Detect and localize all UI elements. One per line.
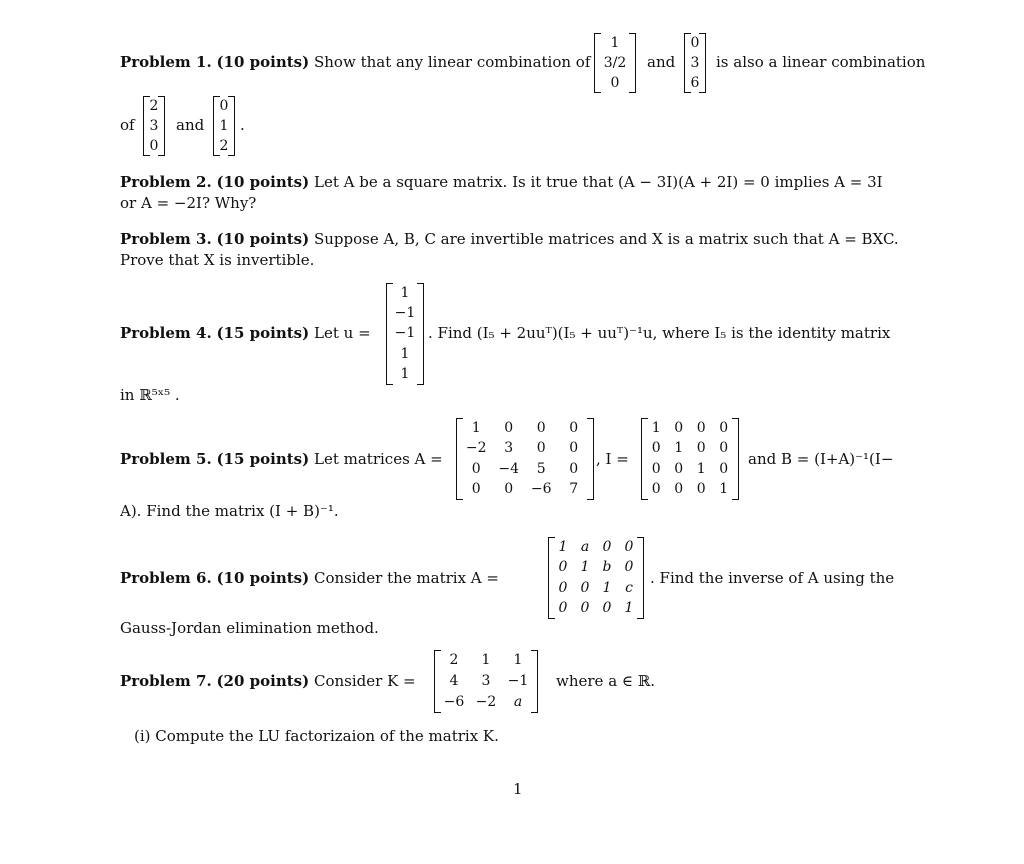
matrix-entry: 0 (719, 419, 729, 436)
matrix-A-p6 (548, 537, 644, 619)
problem-1-text-b: is also a linear combination (716, 53, 926, 71)
matrix-entry: 0 (471, 460, 481, 477)
vector-u (386, 283, 424, 385)
matrix-entry: 0 (674, 419, 684, 436)
matrix-entry: 1 (400, 366, 410, 383)
problem-4-text: . Find (I₅ + 2uuᵀ)(I₅ + uuᵀ)⁻¹u, where I₅ is the identity matrix (428, 324, 891, 342)
matrix-entry: −4 (498, 460, 520, 477)
problem-5-label: Problem 5. (120, 450, 212, 468)
matrix-entry: 0 (610, 74, 620, 91)
matrix-entry: 2 (449, 652, 459, 668)
problem-3-points: (10 points) (216, 230, 310, 248)
matrix-entry: 3/2 (603, 54, 627, 71)
problem-2-label: Problem 2. (120, 173, 212, 191)
problem-1-label: Problem 1. (120, 53, 212, 71)
problem-5-text: and B = (I+A)⁻¹(I− (748, 450, 894, 468)
problem-4-points: (15 points) (216, 324, 310, 342)
matrix-entry: 0 (558, 579, 568, 596)
comma-I: , I = (596, 450, 629, 468)
matrix-entry: 0 (696, 481, 706, 498)
and-text: and (647, 53, 676, 71)
matrix-entry: 2 (149, 97, 159, 114)
problem-6-line1 (120, 569, 499, 587)
matrix-entry: 0 (580, 579, 590, 596)
matrix-entry: 0 (602, 600, 612, 617)
matrix-entry: 0 (471, 481, 481, 498)
matrix-entry: 0 (558, 559, 568, 576)
matrix-entry: −6 (443, 694, 465, 710)
problem-3-line2: Prove that X is invertible. (120, 251, 315, 269)
problem-2-text: Let A be a square matrix. Is it true that (A − 3I)(A + 2I) = 0 implies A = 3I (314, 173, 883, 191)
matrix-entry: 1 (400, 345, 410, 362)
matrix-entry: 1 (558, 538, 568, 555)
matrix-entry: −1 (394, 325, 416, 342)
page-number: 1 (513, 780, 523, 798)
problem-4-line1 (120, 324, 371, 342)
matrix-entry: 0 (624, 559, 634, 576)
matrix-entry: 0 (719, 440, 729, 457)
problem-7-label: Problem 7. (120, 672, 212, 690)
vector-v2 (684, 33, 706, 93)
matrix-entry: −1 (394, 305, 416, 322)
vector-w1 (143, 96, 165, 156)
problem-7-text: Consider K = (314, 672, 416, 690)
matrix-entry: 0 (580, 600, 590, 617)
matrix-entry: 5 (536, 460, 546, 477)
matrix-entry: 1 (719, 481, 729, 498)
matrix-entry: b (602, 559, 612, 576)
problem-6-points: (10 points) (216, 569, 310, 587)
matrix-entry: 0 (696, 419, 706, 436)
matrix-entry: 1 (602, 579, 612, 596)
matrix-entry: 3 (149, 117, 159, 134)
matrix-entry: 0 (674, 481, 684, 498)
and-text: and (176, 116, 205, 134)
problem-2-line1 (120, 173, 883, 191)
matrix-entry: 1 (400, 284, 410, 301)
matrix-entry: 0 (219, 97, 229, 114)
of-text: of (120, 116, 135, 134)
matrix-entry: 0 (624, 538, 634, 555)
problem-7-points: (20 points) (216, 672, 310, 690)
matrix-entry: 3 (690, 54, 700, 71)
vector-w2 (213, 96, 235, 156)
matrix-entry: −1 (507, 673, 529, 689)
problem-5-let: Let matrices A = (314, 450, 443, 468)
matrix-entry: c (625, 579, 633, 596)
matrix-entry: 1 (624, 600, 634, 617)
matrix-entry: 3 (481, 673, 491, 689)
matrix-entry: 0 (504, 481, 514, 498)
matrix-entry: 0 (569, 440, 579, 457)
problem-7-line1 (120, 672, 416, 690)
matrix-entry: −2 (465, 440, 487, 457)
matrix-entry: 1 (674, 440, 684, 457)
matrix-entry: a (513, 694, 523, 710)
matrix-K (434, 650, 538, 713)
period: . (240, 116, 245, 134)
matrix-entry: 0 (569, 419, 579, 436)
matrix-entry: 3 (504, 440, 514, 457)
matrix-entry: 0 (602, 538, 612, 555)
problem-3-line1 (120, 230, 899, 248)
matrix-entry: 1 (513, 652, 523, 668)
matrix-entry: 0 (536, 419, 546, 436)
problem-7-part-i: (i) Compute the LU factorizaion of the matrix K. (134, 727, 499, 745)
matrix-entry: −2 (475, 694, 497, 710)
matrix-entry: 7 (569, 481, 579, 498)
problem-6-text2: . Find the inverse of A using the (650, 569, 895, 587)
problem-5-points: (15 points) (216, 450, 310, 468)
problem-6-text: Consider the matrix A = (314, 569, 499, 587)
matrix-entry: 1 (651, 419, 661, 436)
matrix-entry: 0 (149, 137, 159, 154)
problem-1-points: (10 points) (216, 53, 310, 71)
matrix-entry: 0 (719, 460, 729, 477)
matrix-entry: 0 (690, 34, 700, 51)
matrix-entry: 0 (536, 440, 546, 457)
problem-3-label: Problem 3. (120, 230, 212, 248)
problem-1-line1 (120, 53, 590, 71)
problem-4-let: Let u = (314, 324, 371, 342)
matrix-entry: 0 (569, 460, 579, 477)
matrix-A-p5 (456, 418, 594, 500)
matrix-entry: 0 (651, 481, 661, 498)
problem-6-label: Problem 6. (120, 569, 212, 587)
matrix-entry: 0 (651, 440, 661, 457)
vector-v1 (594, 33, 636, 93)
problem-2-points: (10 points) (216, 173, 310, 191)
problem-2-line2: or A = −2I? Why? (120, 194, 257, 212)
matrix-entry: 0 (674, 460, 684, 477)
matrix-entry: 4 (449, 673, 459, 689)
problem-1-text-a: Show that any linear combination of (314, 53, 591, 71)
matrix-entry: 0 (651, 460, 661, 477)
matrix-entry: a (580, 538, 590, 555)
matrix-entry: 0 (504, 419, 514, 436)
matrix-entry: 2 (219, 137, 229, 154)
problem-3-text: Suppose A, B, C are invertible matrices and X is a matrix such that A = BXC. (314, 230, 899, 248)
matrix-entry: 6 (690, 74, 700, 91)
problem-5-line2: A). Find the matrix (I + B)⁻¹. (120, 502, 339, 520)
problem-6-line2: Gauss-Jordan elimination method. (120, 619, 379, 637)
matrix-entry: 1 (471, 419, 481, 436)
problem-5-line1 (120, 450, 443, 468)
matrix-entry: 0 (696, 440, 706, 457)
problem-4-label: Problem 4. (120, 324, 212, 342)
matrix-entry: 1 (481, 652, 491, 668)
matrix-entry: 1 (580, 559, 590, 576)
problem-4-line2: in ℝ⁵ˣ⁵ . (120, 386, 180, 404)
matrix-entry: 1 (696, 460, 706, 477)
matrix-entry: 0 (558, 600, 568, 617)
matrix-entry: −6 (530, 481, 552, 498)
matrix-entry: 1 (610, 34, 620, 51)
matrix-entry: 1 (219, 117, 229, 134)
matrix-I (641, 418, 739, 500)
problem-7-text2: where a ∈ ℝ. (556, 672, 656, 690)
